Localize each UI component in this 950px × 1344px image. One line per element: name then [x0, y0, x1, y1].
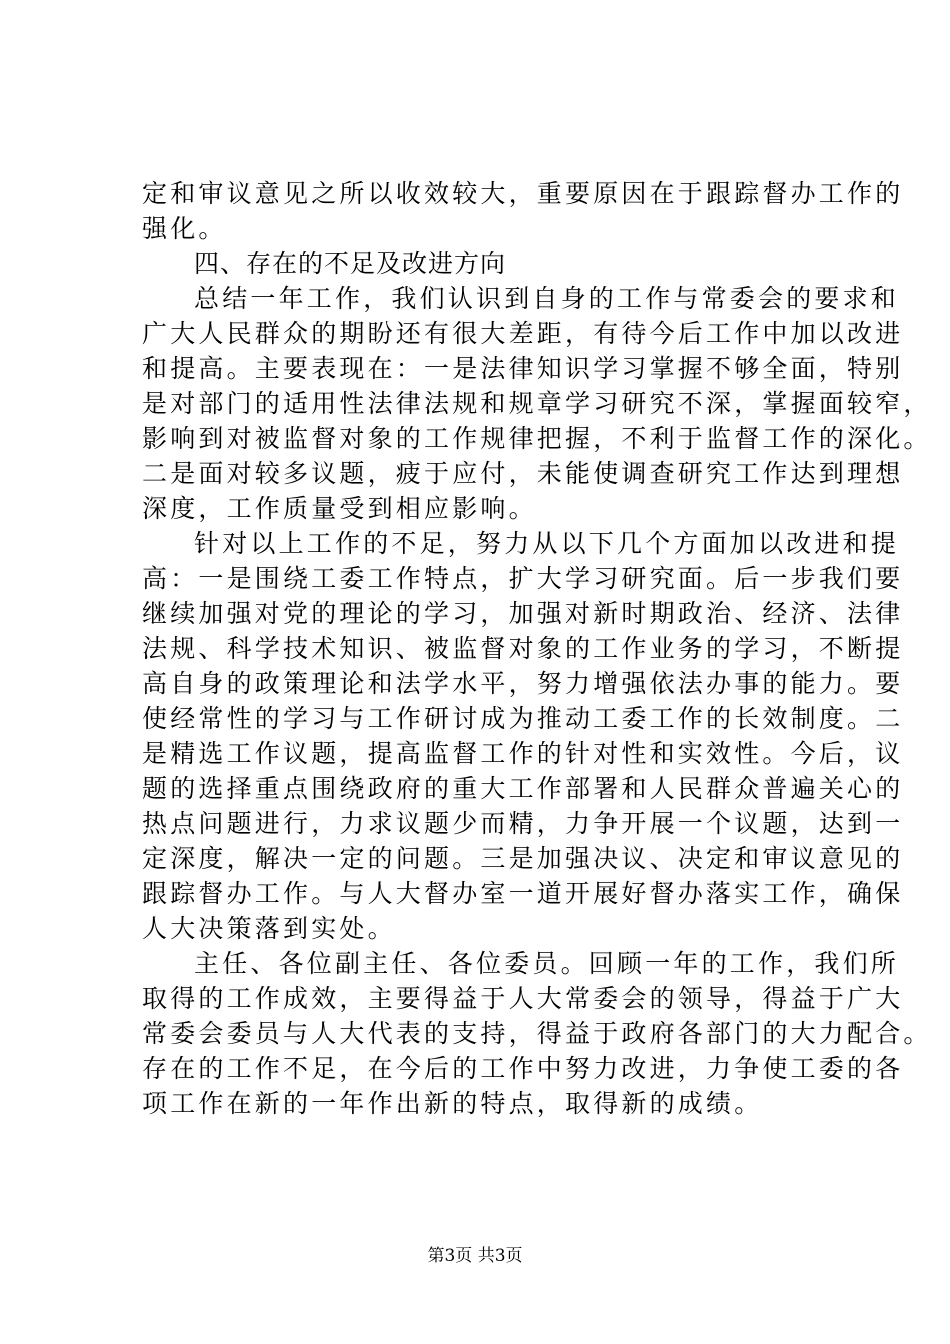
- text-line: 常委会委员与人大代表的支持，得益于政府各部门的大力配合。: [142, 1019, 932, 1048]
- text-line: 广大人民群众的期盼还有很大差距，有待今后工作中加以改进: [142, 319, 904, 348]
- text-line: 定和审议意见之所以收效较大，重要原因在于跟踪督办工作的: [142, 179, 904, 208]
- text-line: 是对部门的适用性法律法规和规章学习研究不深，掌握面较窄，: [142, 389, 932, 418]
- text-line: 二是面对较多议题，疲于应付，未能使调查研究工作达到理想: [142, 459, 904, 488]
- text-line: 继续加强对党的理论的学习，加强对新时期政治、经济、法律: [142, 599, 904, 628]
- text-line: 热点问题进行，力求议题少而精，力争开展一个议题，达到一: [142, 809, 904, 838]
- text-line: 高：一是围绕工委工作特点，扩大学习研究面。后一步我们要: [142, 564, 904, 593]
- section-heading: 四、存在的不足及改进方向: [194, 249, 507, 278]
- text-line: 定深度，解决一定的问题。三是加强决议、决定和审议意见的: [142, 844, 904, 873]
- text-line: 取得的工作成效，主要得益于人大常委会的领导，得益于广大: [142, 984, 904, 1013]
- text-line: 项工作在新的一年作出新的特点，取得新的成绩。: [142, 1089, 763, 1118]
- text-line: 题的选择重点围绕政府的重大工作部署和人民群众普遍关心的: [142, 774, 904, 803]
- text-line: 法规、科学技术知识、被监督对象的工作业务的学习，不断提: [142, 634, 904, 663]
- text-line: 使经常性的学习与工作研讨成为推动工委工作的长效制度。二: [142, 704, 904, 733]
- document-body: [142, 176, 932, 1121]
- text-line: 针对以上工作的不足，努力从以下几个方面加以改进和提: [194, 529, 900, 558]
- text-line: 存在的工作不足，在今后的工作中努力改进，力争使工委的各: [142, 1054, 904, 1083]
- text-line: 强化。: [142, 214, 227, 243]
- text-line: 人大决策落到实处。: [142, 914, 396, 943]
- text-line: 总结一年工作，我们认识到自身的工作与常委会的要求和: [194, 284, 900, 313]
- text-line: 高自身的政策理论和法学水平，努力增强依法办事的能力。要: [142, 669, 904, 698]
- text-line: 是精选工作议题，提高监督工作的针对性和实效性。今后，议: [142, 739, 904, 768]
- page-footer: 第3页 共3页: [427, 1246, 523, 1266]
- text-line: 影响到对被监督对象的工作规律把握，不利于监督工作的深化。: [142, 424, 932, 453]
- text-line: 深度，工作质量受到相应影响。: [142, 494, 537, 523]
- text-line: 和提高。主要表现在：一是法律知识学习掌握不够全面，特别: [142, 354, 904, 383]
- text-line: 跟踪督办工作。与人大督办室一道开展好督办落实工作，确保: [142, 879, 904, 908]
- text-line: 主任、各位副主任、各位委员。回顾一年的工作，我们所: [194, 949, 900, 978]
